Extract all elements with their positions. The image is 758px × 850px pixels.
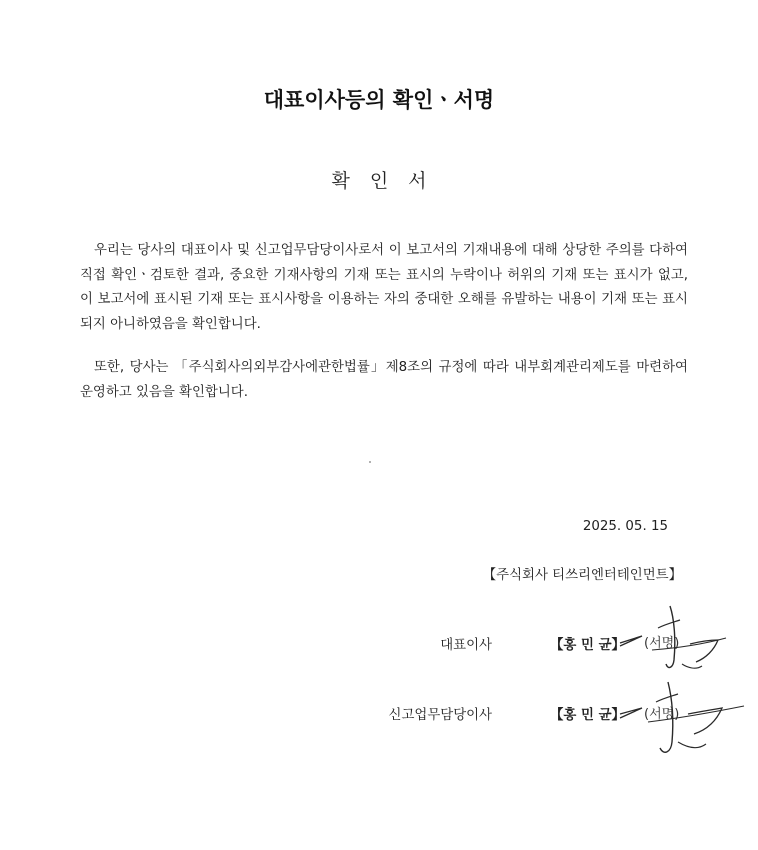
signature-reporting-director: [618, 672, 748, 762]
signatory-name-ceo: 【홍 민 균】: [550, 638, 625, 653]
company-name: 【주식회사 티쓰리엔터테인먼트】: [482, 568, 682, 583]
confirmation-paragraph: 우리는 당사의 대표이사 및 신고업무담당이사로서 이 보고서의 기재내용에 대해 상당한 주의를 다하여 직접 확인ㆍ검토한 결과, 중요한 기재사항의 기재 또는 표시의 누락이나 허위의 기재 또는 표시가 없고, 이 보고서에 표시된 기재 또는 표시사항을 이용하는 자의 중대한 오해를 유발하는 내용이 기재 또는 표시되지 아니하였음을 확인합니다.: [80, 243, 688, 332]
document-date: 2025. 05. 15: [582, 519, 668, 534]
document-title: 대표이사등의 확인ㆍ서명: [263, 88, 495, 112]
document-subtitle: 확인서: [331, 170, 447, 192]
signatory-role-ceo: 대표이사: [440, 638, 492, 653]
internal-control-paragraph: 또한, 당사는 「주식회사의외부감사에관한법률」제8조의 규정에 따라 내부회계관리제도를 마련하여 운영하고 있음을 확인합니다.: [80, 360, 688, 400]
signature-ceo: [618, 598, 728, 678]
signatory-name-reporting-director: 【홍 민 균】: [550, 708, 625, 723]
signatory-role-reporting-director: 신고업무담당이사: [388, 708, 492, 723]
scan-speck: [369, 461, 371, 463]
signature-reporting-director-label: (서명): [644, 707, 680, 722]
signature-ceo-label: (서명): [644, 636, 680, 651]
